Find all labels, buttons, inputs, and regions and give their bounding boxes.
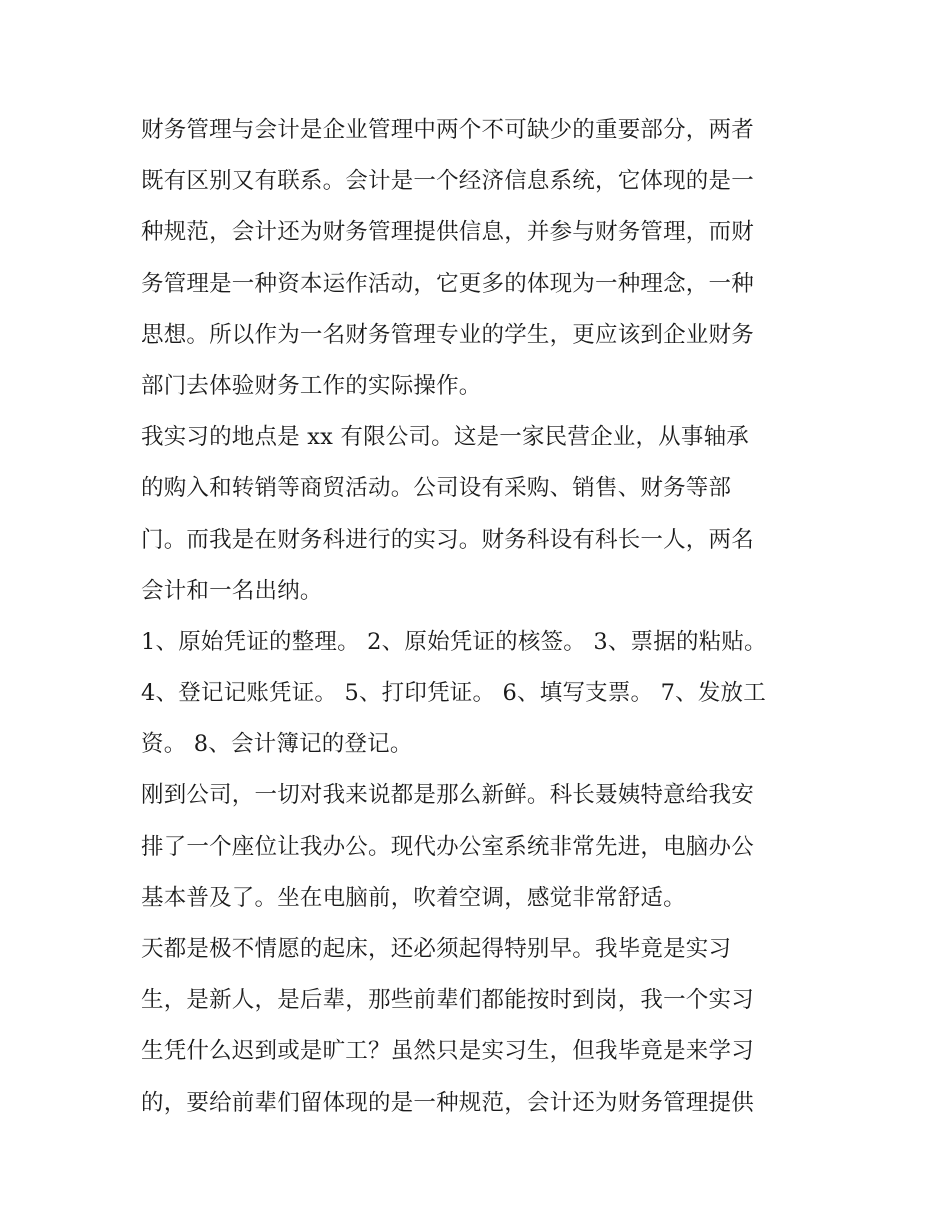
text-line: 种规范，会计还为财务管理提供信息，并参与财务管理，而财	[141, 219, 754, 246]
text-line: 会计和一名出纳。	[141, 577, 323, 604]
paragraph-daily-routine	[141, 924, 811, 1129]
text-line: 我实习的地点是 xx 有限公司。这是一家民营企业，从事轴承	[141, 424, 749, 451]
text-line: 生凭什么迟到或是旷工？虽然只是实习生，但我毕竟是来学习	[141, 1038, 754, 1065]
text-line: 排了一个座位让我办公。现代办公室系统非常先进，电脑办公	[141, 833, 754, 860]
text-line: 务管理是一种资本运作活动，它更多的体现为一种理念，一种	[141, 270, 754, 297]
document-page	[141, 105, 811, 1129]
text-line: 的，要给前辈们留体现的是一种规范，会计还为财务管理提供	[141, 1089, 754, 1116]
text-line: 的购入和转销等商贸活动。公司设有采购、销售、财务等部	[141, 475, 732, 502]
text-line: 刚到公司，一切对我来说都是那么新鲜。科长聂姨特意给我安	[141, 782, 754, 809]
text-line: 思想。所以作为一名财务管理专业的学生，更应该到企业财务	[141, 321, 754, 348]
paragraph-internship-location	[141, 412, 811, 617]
text-line: 财务管理与会计是企业管理中两个不可缺少的重要部分，两者	[141, 117, 754, 143]
text-line: 基本普及了。坐在电脑前，吹着空调，感觉非常舒适。	[141, 884, 686, 911]
text-line: 既有区别又有联系。会计是一个经济信息系统，它体现的是一	[141, 168, 754, 195]
text-line: 生，是新人，是后辈，那些前辈们都能按时到岗，我一个实习	[141, 987, 754, 1014]
paragraph-intro	[141, 105, 811, 412]
text-line: 1、原始凭证的整理。 2、原始凭证的核签。 3、票据的粘贴。	[141, 628, 767, 655]
text-line: 4、登记记账凭证。 5、打印凭证。 6、填写支票。 7、发放工	[141, 680, 766, 707]
paragraph-task-list	[141, 617, 811, 771]
text-line: 天都是极不情愿的起床，还必须起得特别早。我毕竟是实习	[141, 936, 732, 962]
text-line: 资。 8、会计簿记的登记。	[141, 731, 413, 758]
paragraph-first-impression	[141, 770, 811, 924]
text-line: 部门去体验财务工作的实际操作。	[141, 372, 482, 399]
text-line: 门。而我是在财务科进行的实习。财务科设有科长一人，两名	[141, 526, 754, 553]
